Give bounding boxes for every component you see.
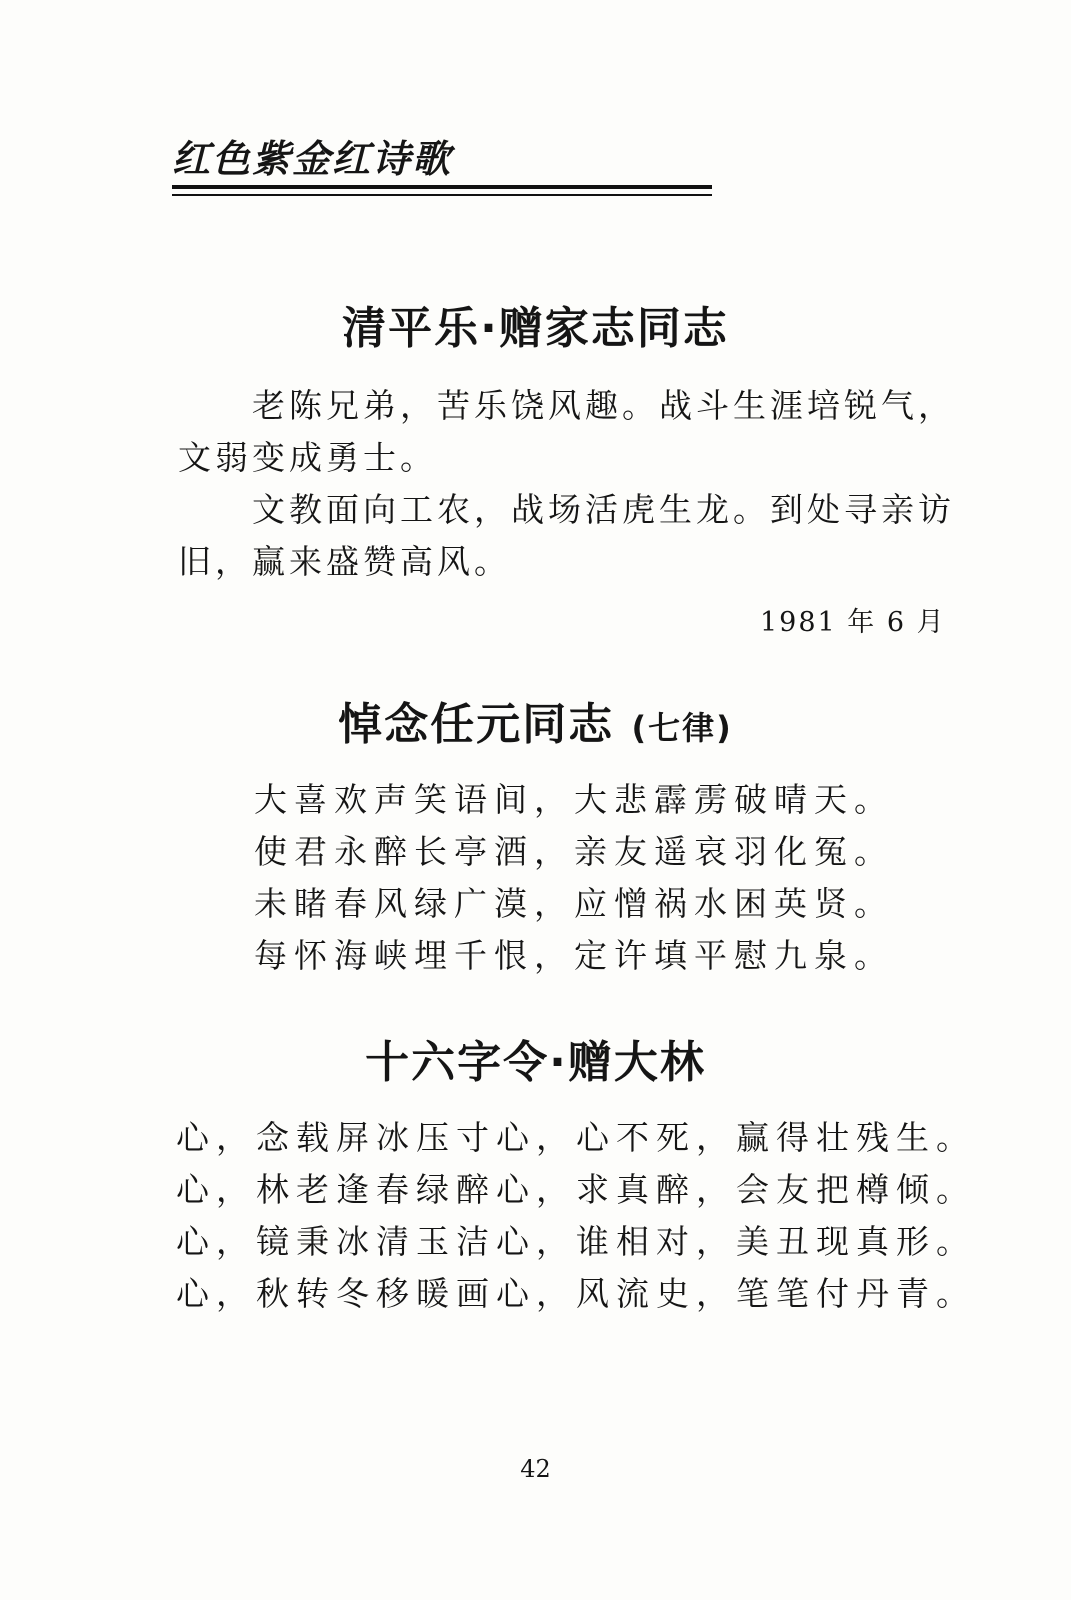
poem-2-line: 每怀海峡埋千恨，定许填平慰九泉。 (254, 936, 894, 975)
header-rule-thick (172, 185, 712, 189)
poem-1-title: 清平乐·赠家志同志 (342, 303, 729, 354)
poem-3-line: 心，林老逢春绿醉心，求真醉，会友把樽倾。 (176, 1170, 976, 1209)
page-number: 42 (520, 1455, 551, 1483)
poem-3-title: 十六字令·赠大林 (365, 1037, 706, 1088)
header-rule-thin (172, 194, 712, 196)
poem-2-line: 大喜欢声笑语间，大悲霹雳破晴天。 (254, 780, 894, 819)
poem-1-stanza-1: 老陈兄弟，苦乐饶风趣。战斗生涯培锐气，文弱变成勇士。 (178, 386, 955, 477)
poem-3-line: 心，秋转冬移暖画心，风流史，笔笔付丹青。 (176, 1274, 976, 1313)
poem-2-line: 未睹春风绿广漠，应憎祸水困英贤。 (254, 884, 894, 923)
poem-2-title-text: 悼念任元同志 (338, 699, 615, 750)
poem-1-stanza-2: 文教面向工农，战场活虎生龙。到处寻亲访旧，赢来盛赞高风。 (178, 490, 955, 581)
poem-2-line: 使君永醉长亭酒，亲友遥哀羽化冤。 (254, 832, 894, 871)
poem-2-form: (七律) (631, 709, 733, 747)
poem-1-date: 1981 年 6 月 (760, 607, 946, 638)
poem-2-title (0, 688, 1071, 752)
running-head: 红色紫金红诗歌 (172, 136, 453, 181)
poem-3-line: 心，念载屏冰压寸心，心不死，赢得壮残生。 (176, 1118, 976, 1157)
poem-3-line: 心，镜秉冰清玉洁心，谁相对，美丑现真形。 (176, 1222, 976, 1261)
